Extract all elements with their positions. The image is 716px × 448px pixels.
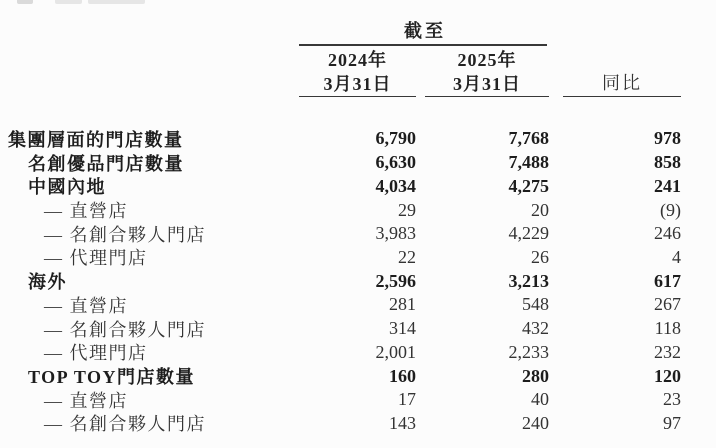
table-row — [0, 269, 716, 293]
row-label: — 名創合夥人門店 — [44, 319, 206, 340]
row-label: — 名創合夥人門店 — [44, 224, 206, 245]
table-row — [0, 127, 716, 151]
value-yoy: (9) — [660, 199, 681, 220]
value-yoy: 267 — [654, 294, 681, 315]
table-row — [0, 246, 716, 270]
column-header-2025 — [425, 49, 549, 96]
value-2024: 160 — [389, 365, 416, 386]
value-2025: 548 — [522, 294, 549, 315]
row-label: — 代理門店 — [44, 248, 148, 269]
value-2024: 2,001 — [375, 341, 416, 362]
value-yoy: 246 — [654, 223, 681, 244]
table-row — [0, 151, 716, 175]
cropped-text-fragment — [88, 0, 145, 4]
table-row — [0, 364, 716, 388]
value-2024: 6,630 — [375, 152, 416, 173]
column-header-2024-date: 3月31日 — [323, 73, 392, 94]
value-2024: 4,034 — [375, 175, 416, 196]
value-2024: 6,790 — [375, 128, 416, 149]
table-row — [0, 293, 716, 317]
column-header-2025-date: 3月31日 — [453, 73, 521, 94]
value-yoy: 858 — [654, 152, 681, 173]
row-label: 集團層面的門店數量 — [8, 129, 184, 150]
column-header-2025-year: 2025年 — [457, 50, 517, 70]
value-2024: 281 — [389, 294, 416, 315]
value-2025: 26 — [531, 246, 549, 267]
value-2024: 22 — [398, 246, 416, 267]
value-2024: 314 — [389, 318, 416, 339]
value-2025: 4,229 — [508, 223, 549, 244]
header-as-of: 截至 — [404, 21, 446, 41]
table-row — [0, 174, 716, 198]
table-body — [0, 127, 716, 435]
as-of-underline — [299, 44, 547, 46]
column-2025-underline — [425, 96, 549, 98]
table-row — [0, 198, 716, 222]
value-yoy: 97 — [663, 412, 681, 433]
row-label: TOP TOY門店數量 — [28, 367, 196, 388]
value-2025: 20 — [531, 199, 549, 220]
row-label: 海外 — [28, 272, 67, 293]
value-yoy: 23 — [663, 389, 681, 410]
column-2024-underline — [299, 96, 416, 98]
value-2025: 7,768 — [508, 128, 549, 149]
table-row — [0, 340, 716, 364]
value-yoy: 232 — [654, 341, 681, 362]
value-2024: 29 — [398, 199, 416, 220]
table-row — [0, 222, 716, 246]
value-2025: 2,233 — [508, 341, 549, 362]
value-yoy: 617 — [654, 270, 681, 291]
value-2025: 4,275 — [508, 175, 549, 196]
value-2025: 240 — [522, 412, 549, 433]
column-header-yoy: 同比 — [602, 73, 642, 93]
row-label: 中國內地 — [28, 177, 106, 198]
column-header-2024-year: 2024年 — [328, 50, 387, 70]
value-yoy: 978 — [654, 128, 681, 149]
table-row — [0, 317, 716, 341]
value-yoy: 241 — [654, 175, 681, 196]
value-yoy: 120 — [654, 365, 681, 386]
value-2025: 280 — [522, 365, 549, 386]
value-2024: 143 — [389, 412, 416, 433]
row-label: — 直營店 — [44, 295, 128, 316]
value-2024: 17 — [398, 389, 416, 410]
value-2025: 432 — [522, 318, 549, 339]
value-2025: 40 — [531, 389, 549, 410]
row-label: 名創優品門店數量 — [28, 153, 184, 174]
row-label: — 名創合夥人門店 — [44, 414, 206, 435]
table-row — [0, 388, 716, 412]
table-row — [0, 412, 716, 436]
value-2024: 3,983 — [375, 223, 416, 244]
cropped-text-fragment — [55, 0, 82, 4]
column-header-2024 — [299, 49, 416, 96]
row-label: — 直營店 — [44, 390, 128, 411]
value-2024: 2,596 — [375, 270, 416, 291]
value-2025: 3,213 — [508, 270, 549, 291]
value-yoy: 4 — [672, 246, 681, 267]
row-label: — 直營店 — [44, 201, 128, 222]
cropped-text-fragment — [17, 0, 33, 4]
value-2025: 7,488 — [508, 152, 549, 173]
column-yoy-underline — [563, 96, 681, 98]
row-label: — 代理門店 — [44, 343, 148, 364]
value-yoy: 118 — [654, 318, 681, 339]
